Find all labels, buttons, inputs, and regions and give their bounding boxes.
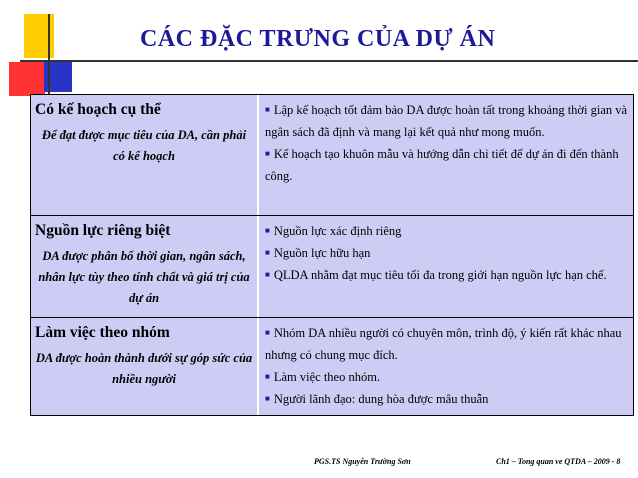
row-label-cell [31, 318, 259, 415]
row-subtitle: DA được hoàn thành dưới sự góp sức của nhiều người [35, 351, 253, 386]
decorative-horizontal-line [20, 60, 638, 62]
bullet-square-icon: ■ [265, 226, 270, 235]
slide-title: CÁC ĐẶC TRƯNG CỦA DỰ ÁN [140, 26, 496, 52]
row-heading: Làm việc theo nhóm [35, 324, 170, 341]
row-label-cell [31, 216, 259, 317]
bullet-square-icon: ■ [265, 328, 270, 337]
row-heading: Nguồn lực riêng biệt [35, 222, 171, 239]
bullet-item: ■ Nguồn lực xác định riêng [265, 224, 402, 238]
bullet-square-icon: ■ [265, 372, 270, 381]
bullet-item: ■ QLDA nhằm đạt mục tiêu tối đa trong giới hạn nguồn lực hạn chế. [265, 268, 607, 282]
bullet-square-icon: ■ [265, 270, 270, 279]
row-detail-cell [261, 95, 633, 215]
bullet-item: ■ Lập kế hoạch tốt đảm bảo DA được hoàn tất trong khoảng thời gian và ngân sách đã định và mang lại kết quả như mong muốn. [265, 103, 628, 139]
row-subtitle: Để đạt được mục tiêu của DA, cần phải có kế hoạch [41, 128, 247, 163]
footer-chapter: Ch1 – Tong quan ve QTDA – 2009 - 8 [496, 457, 621, 466]
characteristics-table [30, 94, 634, 416]
bullet-item: ■ Làm việc theo nhóm. [265, 370, 381, 384]
row-detail-cell [261, 318, 633, 415]
row-label-cell [31, 95, 259, 215]
bullet-item: ■ Nhóm DA nhiều người có chuyên môn, trình độ, ý kiến rất khác nhau nhưng có chung mục đích. [265, 326, 622, 362]
row-subtitle: DA được phân bổ thời gian, ngân sách, nhân lực tùy theo tính chất và giá trị của dự án [38, 249, 250, 305]
bullet-square-icon: ■ [265, 394, 270, 403]
table-row [31, 317, 633, 415]
table-row [31, 95, 633, 215]
bullet-square-icon: ■ [265, 149, 270, 158]
footer-author: PGS.TS Nguyễn Trường Sơn [314, 457, 411, 466]
row-detail-cell [261, 216, 633, 317]
logo-red-square [9, 62, 45, 96]
table-row [31, 215, 633, 317]
bullet-square-icon: ■ [265, 105, 270, 114]
row-heading: Có kế hoạch cụ thể [35, 101, 161, 118]
bullet-item: ■ Kế hoạch tạo khuôn mẫu và hướng dẫn chi tiết để dự án đi đến thành công. [265, 147, 619, 183]
bullet-item: ■ Nguồn lực hữu hạn [265, 246, 371, 260]
bullet-square-icon: ■ [265, 248, 270, 257]
bullet-item: ■ Người lãnh đạo: dung hòa được mâu thuẫn [265, 392, 489, 406]
